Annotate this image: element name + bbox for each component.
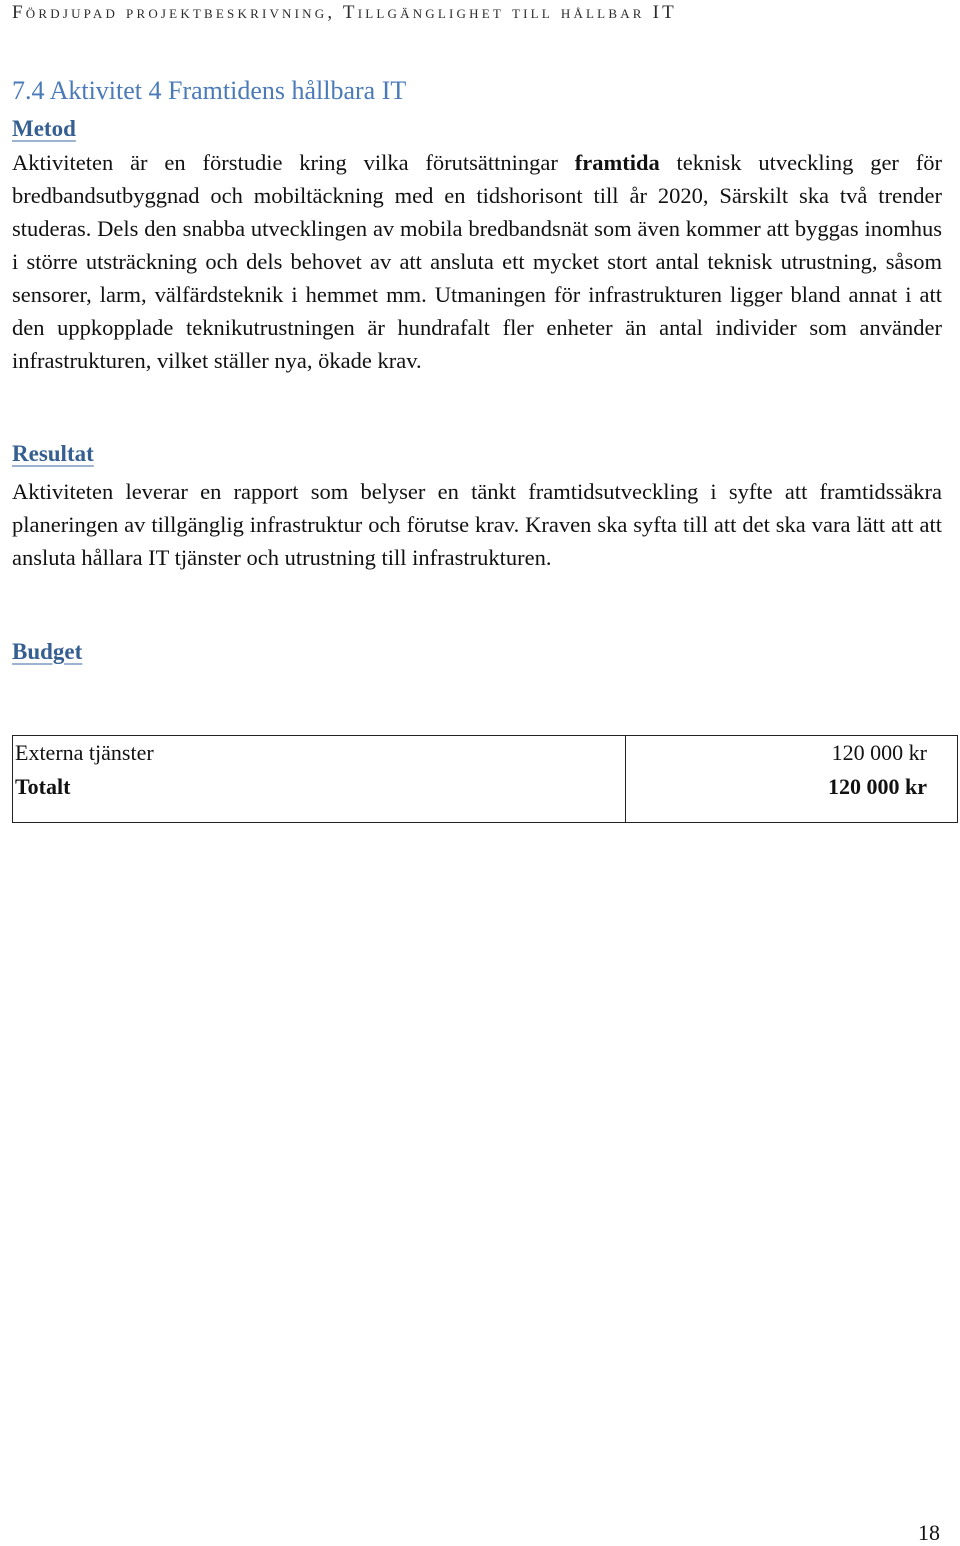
page-number: 18 [918, 1520, 940, 1545]
budget-total-label: Totalt [15, 774, 71, 799]
budget-table [12, 735, 958, 823]
budget-row-label: Externa tjänster [15, 740, 154, 765]
budget-total-amount: 120 000 kr [828, 774, 927, 799]
section-heading: 7.4 Aktivitet 4 Framtidens hållbara IT [12, 76, 407, 105]
resultat-paragraph: Aktiviteten leverar en rapport som belyser en tänkt framtidsutveckling i syfte att framtidssäkra planeringen av tillgänglig infrastruktur och förutse krav. Kraven ska syfta till att det ska vara lätt att att ansluta hållara IT tjänster och utrustning till infrastrukturen. [12, 479, 942, 570]
running-header: Fördjupad projektbeskrivning, Tillgänglighet till hållbar IT [12, 2, 677, 23]
budget-heading: Budget [12, 639, 83, 664]
metod-text-start: Aktiviteten är en förstudie kring vilka förutsättningar [12, 150, 575, 175]
metod-paragraph [12, 146, 942, 377]
metod-heading: Metod [12, 116, 76, 141]
budget-labels-cell [13, 736, 626, 823]
budget-row-amount: 120 000 kr [831, 740, 927, 765]
resultat-heading: Resultat [12, 441, 94, 466]
metod-text-rest: teknisk utveckling ger för bredbandsutbyggnad och mobiltäckning med en tidshorisont till år 2020, Särskilt ska två trender studeras. Dels den snabba utvecklingen av mobila bredbandsnät som även kommer att byggas inomhus i större utsträckning och dels behovet av att ansluta ett mycket stort antal teknisk utrustning, såsom sensorer, larm, välfärdsteknik i hemmet mm. Utmaningen för infrastrukturen ligger bland annat i att den uppkopplade teknikutrustningen är hundrafalt fler enheter än antal individer som använder infrastrukturen, vilket ställer nya, ökade krav. [12, 150, 943, 373]
metod-bold-word: framtida [574, 150, 660, 175]
budget-amounts-cell [626, 736, 958, 823]
budget-table-row [13, 736, 958, 823]
